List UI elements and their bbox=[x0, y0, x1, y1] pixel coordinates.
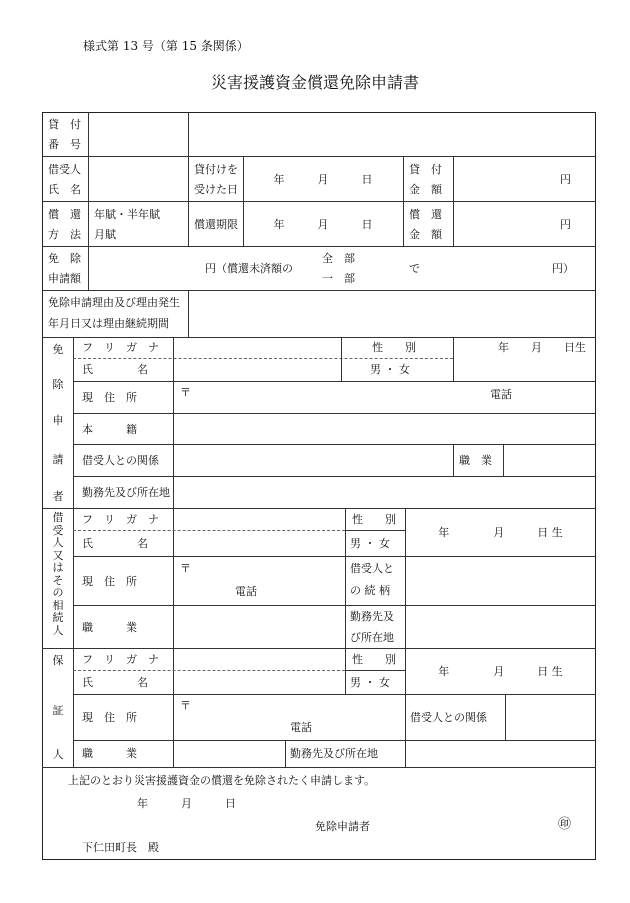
deadline-label: 償還期限 bbox=[194, 218, 238, 231]
heir-side-label: 借受人又はその相続人 bbox=[52, 511, 64, 637]
heir-gender-label: 性 別 bbox=[352, 513, 396, 526]
applicant-gender-options[interactable]: 男 ・ 女 bbox=[370, 363, 410, 376]
reason-label-2: 年月日又は理由継続期間 bbox=[48, 317, 169, 330]
guarantor-furigana-label: フ リ ガ ナ bbox=[82, 653, 159, 666]
document-title: 災害援護資金償還免除申請書 bbox=[210, 73, 419, 92]
guarantor-address-label: 現 住 所 bbox=[82, 711, 137, 724]
guarantor-relation-label: 借受人との関係 bbox=[410, 711, 487, 724]
applicant-side-5: 者 bbox=[52, 490, 64, 503]
heir-relation-label: 借受人と bbox=[350, 562, 394, 575]
heir-phone-label: 電話 bbox=[235, 585, 257, 598]
exemption-de: で bbox=[409, 262, 420, 275]
guarantor-birthdate[interactable]: 年 月 日 生 bbox=[438, 665, 563, 678]
applicant-address-label: 現 住 所 bbox=[82, 391, 137, 404]
guarantor-postal-mark: 〒 bbox=[180, 699, 191, 712]
date-received-label-2: 受けた日 bbox=[194, 183, 238, 196]
method-option-annual[interactable]: 年賦・半年賦 bbox=[94, 208, 160, 221]
repay-amount-label: 償 還 bbox=[409, 208, 442, 221]
applicant-domicile-label: 本 籍 bbox=[82, 423, 137, 436]
guarantor-occupation-label: 職 業 bbox=[82, 747, 137, 760]
applicant-name-label: 氏 名 bbox=[82, 363, 148, 376]
applicant-relation-label: 借受人との関係 bbox=[82, 454, 159, 467]
applicant-birthdate[interactable]: 年 月 日生 bbox=[498, 341, 586, 354]
method-label: 償 還 bbox=[48, 208, 81, 221]
declaration-date[interactable]: 年 月 日 bbox=[137, 797, 236, 810]
borrower-name-label: 借受人 bbox=[48, 163, 81, 176]
seal-icon: ㊞ bbox=[558, 817, 572, 832]
addressee: 下仁田町長 殿 bbox=[82, 841, 159, 854]
reason-label: 免除申請理由及び理由発生 bbox=[48, 296, 180, 309]
method-option-monthly[interactable]: 月賦 bbox=[94, 228, 116, 241]
exemption-amount-label-2: 申請額 bbox=[48, 272, 81, 285]
applicant-postal-mark: 〒 bbox=[180, 386, 191, 399]
guarantor-workplace-label: 勤務先及び所在地 bbox=[290, 747, 378, 760]
method-label-2: 方 法 bbox=[48, 228, 81, 241]
heir-workplace-label-2: び所在地 bbox=[350, 631, 394, 644]
applicant-side-1: 免 bbox=[52, 343, 64, 356]
heir-workplace-label: 勤務先及 bbox=[350, 610, 394, 623]
heir-name-label: 氏 名 bbox=[82, 537, 148, 550]
exemption-all[interactable]: 全 部 bbox=[322, 252, 355, 265]
loan-number-label-2: 番 号 bbox=[48, 138, 81, 151]
borrower-name-label-2: 氏 名 bbox=[48, 183, 81, 196]
exemption-yen-close: 円） bbox=[552, 262, 574, 275]
guarantor-gender-label: 性 別 bbox=[352, 653, 396, 666]
date-received-label: 貸付けを bbox=[194, 163, 238, 176]
exemption-amount-label: 免 除 bbox=[48, 252, 81, 265]
declaration-text: 上記のとおり災害援護資金の償還を免除されたく申請します。 bbox=[68, 774, 376, 787]
applicant-signature-label: 免除申請者 bbox=[315, 820, 370, 833]
guarantor-name-label: 氏 名 bbox=[82, 676, 148, 689]
applicant-occupation-label: 職 業 bbox=[459, 454, 492, 467]
date-received-value[interactable]: 年 月 日 bbox=[273, 173, 373, 186]
applicant-side-4: 請 bbox=[52, 453, 64, 466]
guarantor-side-1: 保 bbox=[52, 654, 64, 667]
heir-relation-label-2: の 続 柄 bbox=[350, 584, 390, 597]
heir-occupation-label: 職 業 bbox=[82, 621, 137, 634]
guarantor-gender-options[interactable]: 男 ・ 女 bbox=[350, 676, 390, 689]
loan-amount-label: 貸 付 bbox=[409, 163, 442, 176]
applicant-gender-label: 性 別 bbox=[372, 341, 416, 354]
guarantor-side-2: 証 bbox=[52, 704, 64, 717]
applicant-side-2: 除 bbox=[52, 378, 64, 391]
exemption-yen-unpaid: 円（償還未済額の bbox=[205, 262, 293, 275]
heir-address-label: 現 住 所 bbox=[82, 575, 137, 588]
form-number: 様式第 13 号（第 15 条関係） bbox=[83, 39, 249, 53]
repay-amount-label-2: 金 額 bbox=[409, 228, 442, 241]
applicant-furigana-label: フ リ ガ ナ bbox=[82, 341, 159, 354]
applicant-workplace-label: 勤務先及び所在地 bbox=[82, 486, 170, 499]
exemption-part[interactable]: 一 部 bbox=[322, 272, 355, 285]
repay-amount-yen: 円 bbox=[560, 218, 571, 231]
heir-postal-mark: 〒 bbox=[180, 562, 191, 575]
heir-birthdate[interactable]: 年 月 日 生 bbox=[438, 526, 563, 539]
heir-furigana-label: フ リ ガ ナ bbox=[82, 513, 159, 526]
loan-amount-yen: 円 bbox=[560, 173, 571, 186]
guarantor-phone-label: 電話 bbox=[290, 721, 312, 734]
guarantor-side-3: 人 bbox=[52, 748, 64, 761]
loan-amount-label-2: 金 額 bbox=[409, 183, 442, 196]
deadline-value[interactable]: 年 月 日 bbox=[273, 218, 373, 231]
loan-number-label: 貸 付 bbox=[48, 118, 81, 131]
heir-gender-options[interactable]: 男 ・ 女 bbox=[350, 537, 390, 550]
applicant-side-3: 申 bbox=[52, 414, 64, 427]
applicant-phone-label: 電話 bbox=[490, 388, 512, 401]
